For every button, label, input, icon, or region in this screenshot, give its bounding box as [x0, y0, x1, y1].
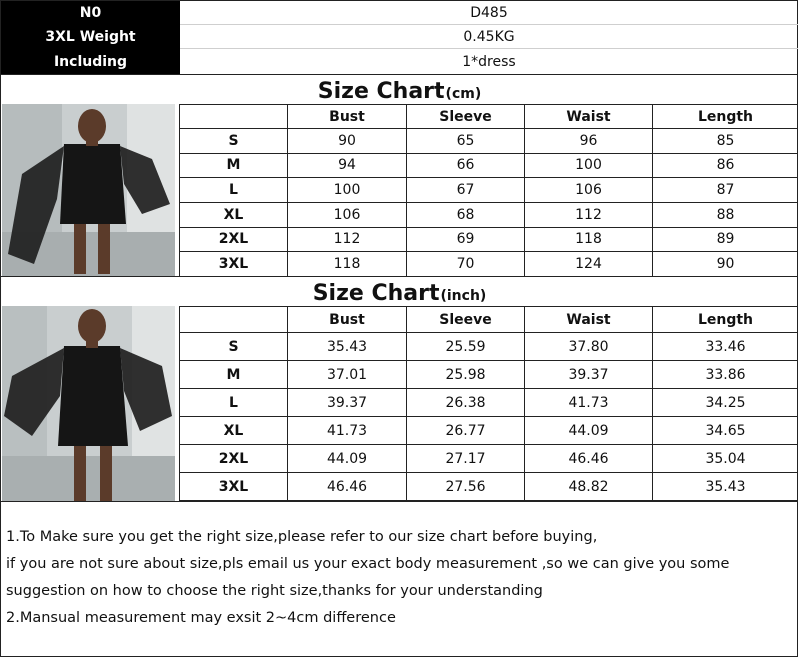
product-photo: [2, 306, 175, 501]
note-line: 1.To Make sure you get the right size,please refer to our size chart before buying,: [6, 529, 598, 545]
value-cell: 44.09: [525, 417, 653, 445]
size-cell: L: [180, 178, 288, 203]
value-cell: 25.98: [407, 361, 525, 389]
table-row: [180, 389, 798, 417]
value-cell: 106: [288, 202, 407, 227]
chart-title-cm: [1, 74, 798, 104]
size-cell: 2XL: [180, 227, 288, 252]
header-cell: [180, 105, 288, 129]
value-cell: 34.65: [653, 417, 798, 445]
value-cell: 87: [653, 178, 798, 203]
table-row: [180, 333, 798, 361]
header-cell: Bust: [288, 307, 407, 333]
value-cell: 100: [525, 153, 653, 178]
info-label: 3XL Weight: [1, 25, 180, 49]
note-line: if you are not sure about size,pls email us your exact body measurement ,so we can give you some: [6, 556, 730, 572]
table-row: [180, 227, 798, 252]
header-cell: Waist: [525, 307, 653, 333]
info-value: 0.45KG: [180, 25, 798, 49]
table-row: [180, 153, 798, 178]
chart-title-inch: [1, 276, 798, 306]
value-cell: 46.46: [525, 445, 653, 473]
value-cell: 27.17: [407, 445, 525, 473]
value-cell: 89: [653, 227, 798, 252]
note-line: 2.Mansual measurement may exsit 2~4cm difference: [6, 610, 396, 626]
value-cell: 94: [288, 153, 407, 178]
header-cell: Length: [653, 307, 798, 333]
value-cell: 35.04: [653, 445, 798, 473]
notes-section: [1, 501, 798, 657]
value-cell: 44.09: [288, 445, 407, 473]
value-cell: 26.38: [407, 389, 525, 417]
value-cell: 35.43: [653, 473, 798, 501]
info-row-including: [1, 49, 798, 75]
value-cell: 118: [288, 252, 407, 277]
value-cell: 96: [525, 129, 653, 154]
value-cell: 41.73: [288, 417, 407, 445]
info-value: 1*dress: [462, 54, 516, 70]
value-cell: 48.82: [525, 473, 653, 501]
size-table-inch: [179, 306, 798, 501]
chart-title-text: Size Chart: [317, 79, 445, 104]
value-cell: 37.80: [525, 333, 653, 361]
product-photo: [2, 104, 175, 277]
info-label: Including: [1, 49, 180, 75]
size-table-cm: [179, 104, 798, 277]
value-cell: 118: [525, 227, 653, 252]
value-cell: 100: [288, 178, 407, 203]
chart-title-text: Size Chart: [312, 281, 440, 306]
value-cell: 106: [525, 178, 653, 203]
header-cell: Waist: [525, 105, 653, 129]
size-cell: L: [180, 389, 288, 417]
size-cell: 2XL: [180, 445, 288, 473]
table-row: [180, 129, 798, 154]
value-cell: 70: [407, 252, 525, 277]
value-cell: 68: [407, 202, 525, 227]
table-row: [180, 252, 798, 277]
chart-unit: (cm): [445, 86, 482, 102]
value-cell: 85: [653, 129, 798, 154]
table-row: [180, 202, 798, 227]
info-label: N0: [1, 1, 180, 25]
value-cell: 90: [653, 252, 798, 277]
chart-unit: (inch): [440, 288, 487, 304]
size-cell: XL: [180, 202, 288, 227]
info-value: D485: [180, 1, 798, 25]
header-cell: Sleeve: [407, 105, 525, 129]
info-row-weight: [1, 25, 798, 49]
size-cell: XL: [180, 417, 288, 445]
table-header-row: [180, 105, 798, 129]
table-row: [180, 361, 798, 389]
info-row-number: [1, 1, 798, 25]
value-cell: 33.46: [653, 333, 798, 361]
table-row: [180, 473, 798, 501]
value-cell: 88: [653, 202, 798, 227]
size-cell: S: [180, 129, 288, 154]
size-cell: 3XL: [180, 252, 288, 277]
value-cell: 39.37: [288, 389, 407, 417]
value-cell: 112: [288, 227, 407, 252]
header-cell: Bust: [288, 105, 407, 129]
value-cell: 69: [407, 227, 525, 252]
value-cell: 25.59: [407, 333, 525, 361]
value-cell: 86: [653, 153, 798, 178]
value-cell: 26.77: [407, 417, 525, 445]
size-cell: S: [180, 333, 288, 361]
header-cell: Sleeve: [407, 307, 525, 333]
value-cell: 67: [407, 178, 525, 203]
product-info: [1, 1, 798, 75]
table-header-row: [180, 307, 798, 333]
size-cell: M: [180, 361, 288, 389]
value-cell: 66: [407, 153, 525, 178]
size-cell: M: [180, 153, 288, 178]
table-row: [180, 445, 798, 473]
note-line: suggestion on how to choose the right size,thanks for your understanding: [6, 583, 543, 599]
table-row: [180, 417, 798, 445]
value-cell: 34.25: [653, 389, 798, 417]
value-cell: 46.46: [288, 473, 407, 501]
size-cell: 3XL: [180, 473, 288, 501]
table-row: [180, 178, 798, 203]
value-cell: 112: [525, 202, 653, 227]
value-cell: 90: [288, 129, 407, 154]
header-cell: [180, 307, 288, 333]
value-cell: 27.56: [407, 473, 525, 501]
value-cell: 65: [407, 129, 525, 154]
value-cell: 35.43: [288, 333, 407, 361]
value-cell: 33.86: [653, 361, 798, 389]
header-cell: Length: [653, 105, 798, 129]
value-cell: 37.01: [288, 361, 407, 389]
value-cell: 41.73: [525, 389, 653, 417]
value-cell: 39.37: [525, 361, 653, 389]
value-cell: 124: [525, 252, 653, 277]
